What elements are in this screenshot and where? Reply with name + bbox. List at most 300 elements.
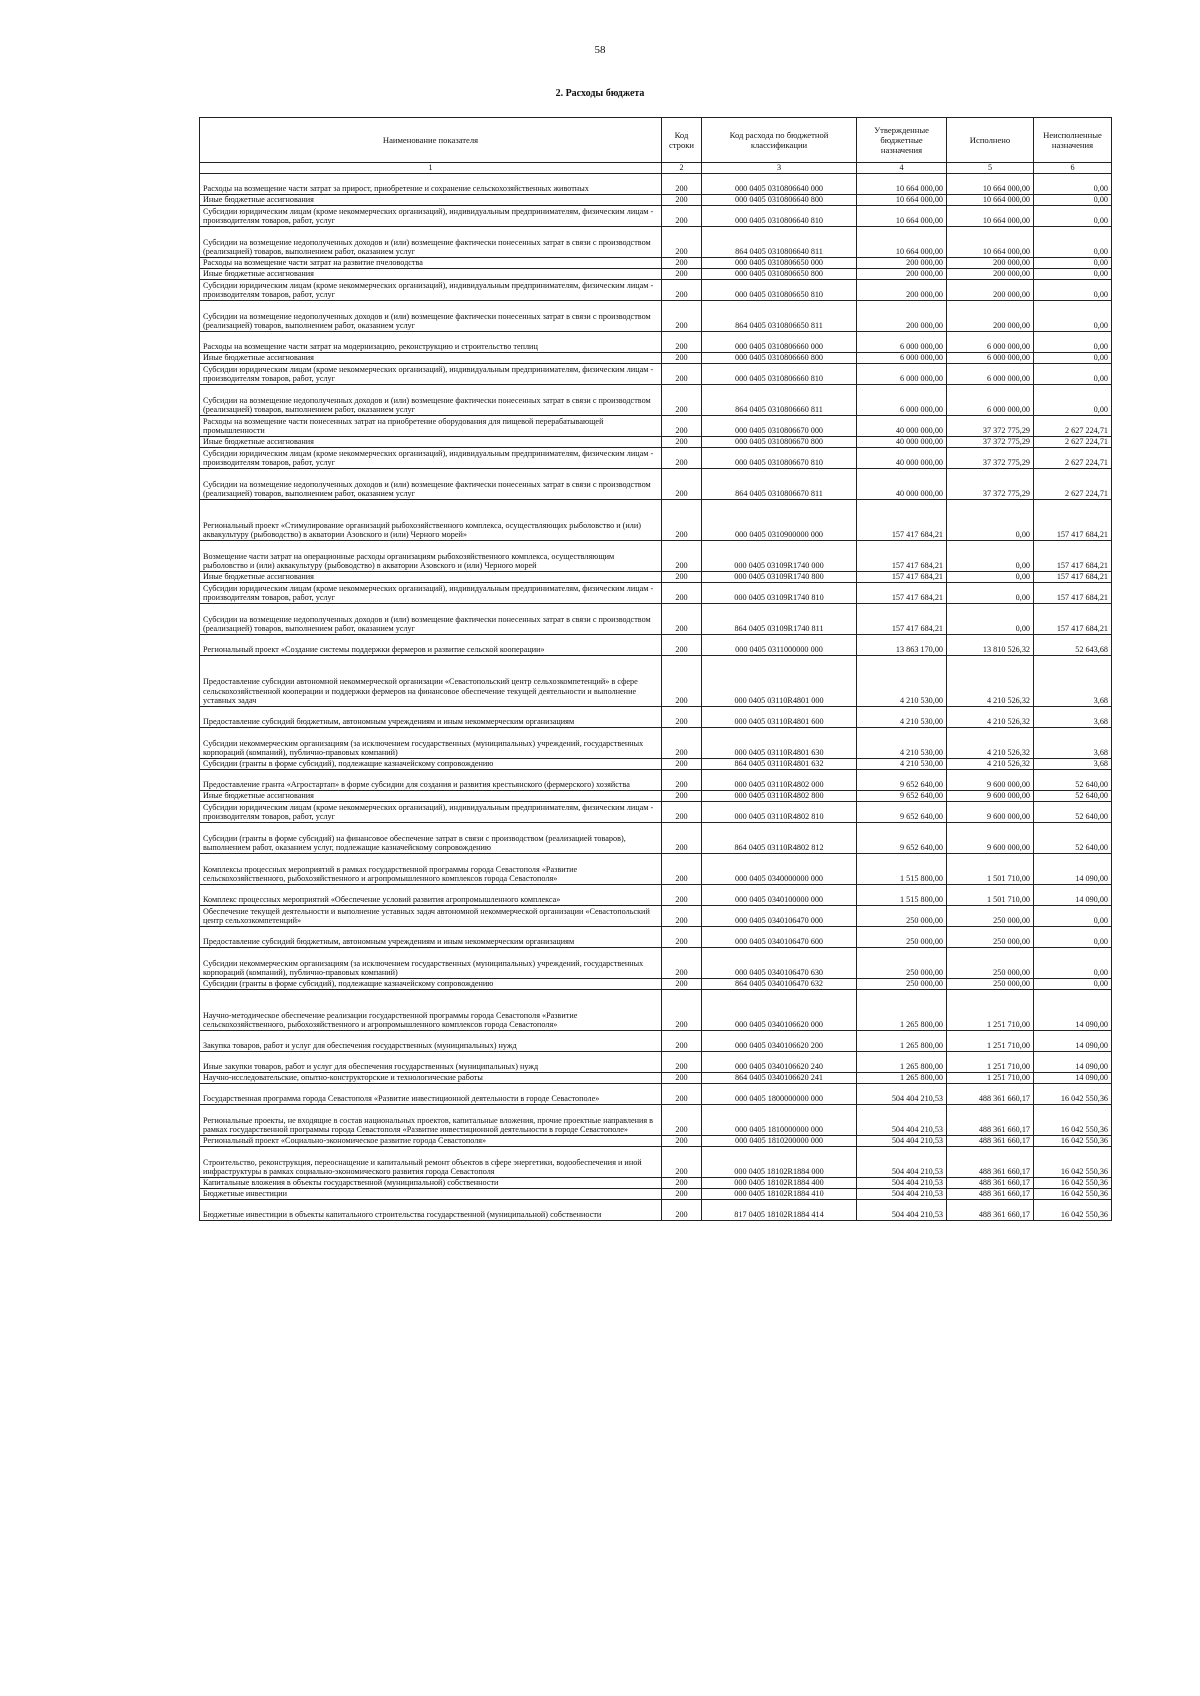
- row-expense-code: 000 0405 0310806660 810: [702, 364, 857, 385]
- row-approved: 1 515 800,00: [857, 854, 947, 885]
- row-name: Субсидии на возмещение недополученных доходов и (или) возмещение фактически понесенных затрат в связи с производством (реализацией) товаров, выполнением работ, оказанием услуг: [200, 385, 662, 416]
- table-row: [200, 791, 1112, 802]
- table-row: [200, 1147, 1112, 1178]
- row-name: Субсидии юридическим лицам (кроме некоммерческих организаций), индивидуальным предпринимателям, физическим лицам - производителям товаров, работ, услуг: [200, 280, 662, 301]
- row-unexecuted: 2 627 224,71: [1034, 416, 1112, 437]
- row-unexecuted: 16 042 550,36: [1034, 1200, 1112, 1221]
- row-line-code: 200: [662, 1031, 702, 1052]
- row-line-code: 200: [662, 583, 702, 604]
- column-number: 4: [857, 163, 947, 174]
- row-name: Расходы на возмещение части затрат на модернизацию, реконструкцию и строительство теплиц: [200, 332, 662, 353]
- row-unexecuted: 2 627 224,71: [1034, 437, 1112, 448]
- row-unexecuted: 0,00: [1034, 906, 1112, 927]
- table-row: [200, 1136, 1112, 1147]
- row-expense-code: 000 0405 18102R1884 410: [702, 1189, 857, 1200]
- row-unexecuted: 3,68: [1034, 707, 1112, 728]
- row-approved: 4 210 530,00: [857, 728, 947, 759]
- row-name: Бюджетные инвестиции: [200, 1189, 662, 1200]
- row-executed: 1 251 710,00: [947, 1052, 1034, 1073]
- row-executed: 6 000 000,00: [947, 364, 1034, 385]
- table-row: [200, 448, 1112, 469]
- row-name: Субсидии на возмещение недополученных доходов и (или) возмещение фактически понесенных затрат в связи с производством (реализацией) товаров, выполнением работ, оказанием услуг: [200, 469, 662, 500]
- row-executed: 488 361 660,17: [947, 1189, 1034, 1200]
- row-executed: 6 000 000,00: [947, 332, 1034, 353]
- row-line-code: 200: [662, 948, 702, 979]
- section-title: 2. Расходы бюджета: [555, 88, 645, 99]
- row-executed: 1 501 710,00: [947, 885, 1034, 906]
- row-line-code: 200: [662, 885, 702, 906]
- row-expense-code: 000 0405 1800000000 000: [702, 1084, 857, 1105]
- row-unexecuted: 16 042 550,36: [1034, 1147, 1112, 1178]
- table-row: [200, 364, 1112, 385]
- row-executed: 250 000,00: [947, 906, 1034, 927]
- row-expense-code: 000 0405 18102R1884 000: [702, 1147, 857, 1178]
- row-executed: 0,00: [947, 583, 1034, 604]
- row-name: Субсидии некоммерческим организациям (за исключением государственных (муниципальных) учреждений, государственных корпораций (компаний), публично-правовых компаний): [200, 948, 662, 979]
- row-name: Субсидии на возмещение недополученных доходов и (или) возмещение фактически понесенных затрат в связи с производством (реализацией) товаров, выполнением работ, оказанием услуг: [200, 301, 662, 332]
- row-line-code: 200: [662, 500, 702, 541]
- row-unexecuted: 52 640,00: [1034, 823, 1112, 854]
- column-number: 6: [1034, 163, 1112, 174]
- header-line-code: Код строки: [662, 118, 702, 163]
- row-unexecuted: 3,68: [1034, 759, 1112, 770]
- row-unexecuted: 0,00: [1034, 174, 1112, 195]
- row-line-code: 200: [662, 1178, 702, 1189]
- row-executed: 4 210 526,32: [947, 707, 1034, 728]
- row-unexecuted: 0,00: [1034, 280, 1112, 301]
- row-unexecuted: 16 042 550,36: [1034, 1084, 1112, 1105]
- table-row: [200, 728, 1112, 759]
- row-unexecuted: 0,00: [1034, 269, 1112, 280]
- header-unexecuted: Неисполненные назначения: [1034, 118, 1112, 163]
- row-executed: 200 000,00: [947, 280, 1034, 301]
- row-line-code: 200: [662, 1200, 702, 1221]
- row-unexecuted: 14 090,00: [1034, 990, 1112, 1031]
- row-name: Региональный проект «Стимулирование организаций рыбохозяйственного комплекса, осуществляющих рыболовство и (или) аквакультуру (рыбоводство) в акватории Азовского и (или) Черного морей»: [200, 500, 662, 541]
- row-unexecuted: 14 090,00: [1034, 854, 1112, 885]
- row-approved: 157 417 684,21: [857, 604, 947, 635]
- row-name: Расходы на возмещение части затрат за прирост, приобретение и сохранение сельскохозяйственных животных: [200, 174, 662, 195]
- table-row: [200, 854, 1112, 885]
- column-number: 1: [200, 163, 662, 174]
- row-executed: 0,00: [947, 604, 1034, 635]
- row-approved: 9 652 640,00: [857, 802, 947, 823]
- row-approved: 250 000,00: [857, 927, 947, 948]
- row-approved: 40 000 000,00: [857, 437, 947, 448]
- row-line-code: 200: [662, 280, 702, 301]
- row-executed: 4 210 526,32: [947, 728, 1034, 759]
- row-line-code: 200: [662, 802, 702, 823]
- row-expense-code: 000 0405 0310806640 810: [702, 206, 857, 227]
- row-unexecuted: 157 417 684,21: [1034, 604, 1112, 635]
- row-approved: 6 000 000,00: [857, 353, 947, 364]
- row-executed: 200 000,00: [947, 269, 1034, 280]
- row-name: Субсидии некоммерческим организациям (за исключением государственных (муниципальных) учреждений, государственных корпораций (компаний), публично-правовых компаний): [200, 728, 662, 759]
- row-unexecuted: 16 042 550,36: [1034, 1105, 1112, 1136]
- row-expense-code: 000 0405 03110R4802 800: [702, 791, 857, 802]
- row-expense-code: 864 0405 0340106470 632: [702, 979, 857, 990]
- table-row: [200, 437, 1112, 448]
- table-row: [200, 1031, 1112, 1052]
- table-row: [200, 1200, 1112, 1221]
- row-executed: 9 600 000,00: [947, 802, 1034, 823]
- table-row: [200, 948, 1112, 979]
- row-expense-code: 864 0405 0310806650 811: [702, 301, 857, 332]
- row-line-code: 200: [662, 823, 702, 854]
- row-executed: 488 361 660,17: [947, 1084, 1034, 1105]
- table-row: [200, 269, 1112, 280]
- row-line-code: 200: [662, 927, 702, 948]
- table-row: [200, 385, 1112, 416]
- row-executed: 9 600 000,00: [947, 823, 1034, 854]
- row-line-code: 200: [662, 258, 702, 269]
- row-executed: 488 361 660,17: [947, 1200, 1034, 1221]
- table-row: [200, 541, 1112, 572]
- row-executed: 9 600 000,00: [947, 770, 1034, 791]
- column-number: 3: [702, 163, 857, 174]
- row-unexecuted: 14 090,00: [1034, 1031, 1112, 1052]
- table-row: [200, 802, 1112, 823]
- row-expense-code: 000 0405 0340106620 240: [702, 1052, 857, 1073]
- row-approved: 200 000,00: [857, 269, 947, 280]
- row-name: Государственная программа города Севастополя «Развитие инвестиционной деятельности в городе Севастополе»: [200, 1084, 662, 1105]
- row-executed: 4 210 526,32: [947, 759, 1034, 770]
- row-expense-code: 000 0405 03110R4802 810: [702, 802, 857, 823]
- page-number: 58: [594, 44, 606, 56]
- row-name: Субсидии юридическим лицам (кроме некоммерческих организаций), индивидуальным предпринимателям, физическим лицам - производителям товаров, работ, услуг: [200, 802, 662, 823]
- row-unexecuted: 14 090,00: [1034, 885, 1112, 906]
- row-executed: 250 000,00: [947, 927, 1034, 948]
- row-unexecuted: 0,00: [1034, 385, 1112, 416]
- table-row: [200, 416, 1112, 437]
- row-name: Региональные проекты, не входящие в состав национальных проектов, капитальные вложения, прочие проектные направления в рамках государственной программы города Севастополя «Развитие инвестиционной деятельности в городе Севастополе»: [200, 1105, 662, 1136]
- row-expense-code: 864 0405 0310806660 811: [702, 385, 857, 416]
- table-body: [200, 174, 1112, 1221]
- table-row: [200, 206, 1112, 227]
- row-expense-code: 000 0405 0340106470 600: [702, 927, 857, 948]
- row-line-code: 200: [662, 353, 702, 364]
- row-line-code: 200: [662, 364, 702, 385]
- table-row: [200, 301, 1112, 332]
- row-name: Обеспечение текущей деятельности и выполнение уставных задач автономной некоммерческой организации «Севастопольский центр сельхозкомпетенций»: [200, 906, 662, 927]
- row-executed: 37 372 775,29: [947, 469, 1034, 500]
- row-executed: 37 372 775,29: [947, 416, 1034, 437]
- row-line-code: 200: [662, 416, 702, 437]
- row-expense-code: 000 0405 0310806670 810: [702, 448, 857, 469]
- table-row: [200, 979, 1112, 990]
- row-approved: 10 664 000,00: [857, 206, 947, 227]
- row-expense-code: 000 0405 0310806650 810: [702, 280, 857, 301]
- row-executed: 1 501 710,00: [947, 854, 1034, 885]
- row-executed: 13 810 526,32: [947, 635, 1034, 656]
- row-line-code: 200: [662, 269, 702, 280]
- row-name: Региональный проект «Создание системы поддержки фермеров и развитие сельской кооперации»: [200, 635, 662, 656]
- row-expense-code: 000 0405 0310806640 800: [702, 195, 857, 206]
- table-row: [200, 227, 1112, 258]
- row-line-code: 200: [662, 759, 702, 770]
- row-unexecuted: 3,68: [1034, 656, 1112, 707]
- table-row: [200, 174, 1112, 195]
- row-unexecuted: 0,00: [1034, 258, 1112, 269]
- row-approved: 157 417 684,21: [857, 500, 947, 541]
- row-executed: 1 251 710,00: [947, 990, 1034, 1031]
- table-row: [200, 1178, 1112, 1189]
- header-row: [200, 118, 1112, 163]
- row-expense-code: 000 0405 0310806660 000: [702, 332, 857, 353]
- row-name: Научно-методическое обеспечение реализации государственной программы города Севастополя «Развитие сельскохозяйственного, рыбохозяйственного и агропромышленного комплексов города Севастополя»: [200, 990, 662, 1031]
- row-unexecuted: 52 640,00: [1034, 770, 1112, 791]
- header-expense-code: Код расхода по бюджетной классификации: [702, 118, 857, 163]
- row-approved: 250 000,00: [857, 979, 947, 990]
- row-unexecuted: 0,00: [1034, 353, 1112, 364]
- row-line-code: 200: [662, 541, 702, 572]
- row-approved: 504 404 210,53: [857, 1147, 947, 1178]
- row-unexecuted: 2 627 224,71: [1034, 448, 1112, 469]
- row-name: Комплекс процессных мероприятий «Обеспечение условий развития агропромышленного комплекса»: [200, 885, 662, 906]
- table-row: [200, 656, 1112, 707]
- row-line-code: 200: [662, 979, 702, 990]
- row-approved: 40 000 000,00: [857, 448, 947, 469]
- row-approved: 6 000 000,00: [857, 364, 947, 385]
- row-approved: 1 265 800,00: [857, 1073, 947, 1084]
- row-executed: 10 664 000,00: [947, 195, 1034, 206]
- row-unexecuted: 16 042 550,36: [1034, 1189, 1112, 1200]
- row-name: Бюджетные инвестиции в объекты капитального строительства государственной (муниципальной) собственности: [200, 1200, 662, 1221]
- row-approved: 504 404 210,53: [857, 1105, 947, 1136]
- table-row: [200, 707, 1112, 728]
- row-line-code: 200: [662, 1084, 702, 1105]
- row-unexecuted: 52 640,00: [1034, 791, 1112, 802]
- row-unexecuted: 0,00: [1034, 206, 1112, 227]
- row-executed: 9 600 000,00: [947, 791, 1034, 802]
- row-line-code: 200: [662, 385, 702, 416]
- table-row: [200, 258, 1112, 269]
- row-expense-code: 000 0405 1810200000 000: [702, 1136, 857, 1147]
- row-expense-code: 000 0405 0340000000 000: [702, 854, 857, 885]
- row-expense-code: 000 0405 03110R4801 000: [702, 656, 857, 707]
- row-unexecuted: 157 417 684,21: [1034, 583, 1112, 604]
- row-executed: 10 664 000,00: [947, 174, 1034, 195]
- row-name: Предоставление субсидии автономной некоммерческой организации «Севастопольский центр сельхозкомпетенций» в сфере сельскохозяйственной кооперации и поддержки фермеров на финансовое обеспечение текущей деятельности и выполнение уставных задач: [200, 656, 662, 707]
- row-approved: 6 000 000,00: [857, 332, 947, 353]
- row-approved: 200 000,00: [857, 280, 947, 301]
- row-expense-code: 000 0405 0310806650 800: [702, 269, 857, 280]
- table-row: [200, 1084, 1112, 1105]
- row-name: Предоставление гранта «Агростартап» в форме субсидии для создания и развития крестьянского (фермерского) хозяйства: [200, 770, 662, 791]
- row-executed: 0,00: [947, 541, 1034, 572]
- row-name: Субсидии (гранты в форме субсидий) на финансовое обеспечение затрат в связи с производством (реализацией товаров), выполнением работ, оказанием услуг, подлежащие казначейскому сопровождению: [200, 823, 662, 854]
- row-approved: 504 404 210,53: [857, 1189, 947, 1200]
- row-expense-code: 000 0405 0340106470 000: [702, 906, 857, 927]
- row-line-code: 200: [662, 174, 702, 195]
- table-row: [200, 906, 1112, 927]
- row-approved: 9 652 640,00: [857, 770, 947, 791]
- row-name: Иные бюджетные ассигнования: [200, 269, 662, 280]
- row-line-code: 200: [662, 791, 702, 802]
- table-row: [200, 604, 1112, 635]
- row-name: Иные закупки товаров, работ и услуг для обеспечения государственных (муниципальных) нужд: [200, 1052, 662, 1073]
- row-name: Закупка товаров, работ и услуг для обеспечения государственных (муниципальных) нужд: [200, 1031, 662, 1052]
- row-expense-code: 000 0405 0310900000 000: [702, 500, 857, 541]
- row-name: Предоставление субсидий бюджетным, автономным учреждениям и иным некоммерческим организациям: [200, 927, 662, 948]
- row-line-code: 200: [662, 1136, 702, 1147]
- row-approved: 504 404 210,53: [857, 1200, 947, 1221]
- table-row: [200, 332, 1112, 353]
- row-expense-code: 817 0405 18102R1884 414: [702, 1200, 857, 1221]
- row-approved: 200 000,00: [857, 301, 947, 332]
- row-unexecuted: 0,00: [1034, 332, 1112, 353]
- row-name: Иные бюджетные ассигнования: [200, 791, 662, 802]
- row-approved: 10 664 000,00: [857, 227, 947, 258]
- row-expense-code: 000 0405 0310806670 800: [702, 437, 857, 448]
- row-approved: 4 210 530,00: [857, 656, 947, 707]
- row-approved: 4 210 530,00: [857, 707, 947, 728]
- row-expense-code: 000 0405 03110R4801 630: [702, 728, 857, 759]
- row-expense-code: 864 0405 0310806640 811: [702, 227, 857, 258]
- row-name: Расходы на возмещение части понесенных затрат на приобретение оборудования для пищевой перерабатывающей промышленности: [200, 416, 662, 437]
- row-executed: 1 251 710,00: [947, 1031, 1034, 1052]
- row-unexecuted: 2 627 224,71: [1034, 469, 1112, 500]
- row-expense-code: 000 0405 18102R1884 400: [702, 1178, 857, 1189]
- row-approved: 1 515 800,00: [857, 885, 947, 906]
- row-executed: 4 210 526,32: [947, 656, 1034, 707]
- row-approved: 10 664 000,00: [857, 195, 947, 206]
- row-expense-code: 000 0405 0340106620 000: [702, 990, 857, 1031]
- row-approved: 157 417 684,21: [857, 572, 947, 583]
- row-unexecuted: 0,00: [1034, 227, 1112, 258]
- row-line-code: 200: [662, 1147, 702, 1178]
- row-unexecuted: 0,00: [1034, 195, 1112, 206]
- row-line-code: 200: [662, 195, 702, 206]
- row-line-code: 200: [662, 332, 702, 353]
- row-line-code: 200: [662, 448, 702, 469]
- table-row: [200, 823, 1112, 854]
- row-approved: 157 417 684,21: [857, 541, 947, 572]
- row-line-code: 200: [662, 854, 702, 885]
- row-line-code: 200: [662, 990, 702, 1031]
- row-name: Субсидии юридическим лицам (кроме некоммерческих организаций), индивидуальным предпринимателям, физическим лицам - производителям товаров, работ, услуг: [200, 448, 662, 469]
- row-executed: 488 361 660,17: [947, 1147, 1034, 1178]
- table-row: [200, 990, 1112, 1031]
- table-row: [200, 353, 1112, 364]
- row-executed: 488 361 660,17: [947, 1178, 1034, 1189]
- row-expense-code: 000 0405 0310806660 800: [702, 353, 857, 364]
- column-number: 5: [947, 163, 1034, 174]
- row-name: Иные бюджетные ассигнования: [200, 437, 662, 448]
- row-unexecuted: 157 417 684,21: [1034, 572, 1112, 583]
- row-line-code: 200: [662, 728, 702, 759]
- row-name: Строительство, реконструкция, переоснащение и капитальный ремонт объектов в сфере энергетики, водообеспечения и иной инфраструктуры в рамках социально-экономического развития города Севастополя: [200, 1147, 662, 1178]
- row-unexecuted: 0,00: [1034, 979, 1112, 990]
- row-name: Субсидии юридическим лицам (кроме некоммерческих организаций), индивидуальным предпринимателям, физическим лицам - производителям товаров, работ, услуг: [200, 364, 662, 385]
- row-unexecuted: 16 042 550,36: [1034, 1136, 1112, 1147]
- table-row: [200, 759, 1112, 770]
- row-executed: 10 664 000,00: [947, 227, 1034, 258]
- row-approved: 10 664 000,00: [857, 174, 947, 195]
- row-name: Субсидии на возмещение недополученных доходов и (или) возмещение фактически понесенных затрат в связи с производством (реализацией) товаров, выполнением работ, оказанием услуг: [200, 227, 662, 258]
- row-expense-code: 000 0405 03110R4802 000: [702, 770, 857, 791]
- row-approved: 157 417 684,21: [857, 583, 947, 604]
- table-row: [200, 1052, 1112, 1073]
- table-row: [200, 885, 1112, 906]
- row-unexecuted: 52 640,00: [1034, 802, 1112, 823]
- row-approved: 9 652 640,00: [857, 791, 947, 802]
- row-approved: 1 265 800,00: [857, 1031, 947, 1052]
- row-expense-code: 000 0405 0340100000 000: [702, 885, 857, 906]
- row-expense-code: 000 0405 03110R4801 600: [702, 707, 857, 728]
- row-expense-code: 000 0405 0310806640 000: [702, 174, 857, 195]
- row-unexecuted: 0,00: [1034, 927, 1112, 948]
- row-approved: 40 000 000,00: [857, 416, 947, 437]
- row-approved: 504 404 210,53: [857, 1178, 947, 1189]
- row-name: Расходы на возмещение части затрат на развитие пчеловодства: [200, 258, 662, 269]
- table-row: [200, 195, 1112, 206]
- row-executed: 6 000 000,00: [947, 385, 1034, 416]
- row-line-code: 200: [662, 906, 702, 927]
- row-expense-code: 864 0405 0340106620 241: [702, 1073, 857, 1084]
- row-line-code: 200: [662, 604, 702, 635]
- row-approved: 200 000,00: [857, 258, 947, 269]
- row-name: Комплексы процессных мероприятий в рамках государственной программы города Севастополя «Развитие сельскохозяйственного, рыбохозяйственного и агропромышленного комплексов города Севастополя»: [200, 854, 662, 885]
- budget-expenditure-table: [199, 117, 1112, 1221]
- row-approved: 9 652 640,00: [857, 823, 947, 854]
- row-expense-code: 864 0405 03109R1740 811: [702, 604, 857, 635]
- row-line-code: 200: [662, 770, 702, 791]
- row-executed: 200 000,00: [947, 258, 1034, 269]
- row-name: Капитальные вложения в объекты государственной (муниципальной) собственности: [200, 1178, 662, 1189]
- column-number: 2: [662, 163, 702, 174]
- table-row: [200, 635, 1112, 656]
- header-approved: Утвержденные бюджетные назначения: [857, 118, 947, 163]
- table-row: [200, 280, 1112, 301]
- row-expense-code: 000 0405 0340106620 200: [702, 1031, 857, 1052]
- row-executed: 6 000 000,00: [947, 353, 1034, 364]
- row-unexecuted: 52 643,68: [1034, 635, 1112, 656]
- table-row: [200, 500, 1112, 541]
- row-unexecuted: 3,68: [1034, 728, 1112, 759]
- row-expense-code: 864 0405 0310806670 811: [702, 469, 857, 500]
- column-number-row: [200, 163, 1112, 174]
- row-approved: 13 863 170,00: [857, 635, 947, 656]
- row-line-code: 200: [662, 1189, 702, 1200]
- row-executed: 250 000,00: [947, 979, 1034, 990]
- row-line-code: 200: [662, 656, 702, 707]
- row-name: Субсидии юридическим лицам (кроме некоммерческих организаций), индивидуальным предпринимателям, физическим лицам - производителям товаров, работ, услуг: [200, 206, 662, 227]
- row-executed: 488 361 660,17: [947, 1136, 1034, 1147]
- row-name: Субсидии юридическим лицам (кроме некоммерческих организаций), индивидуальным предпринимателям, физическим лицам - производителям товаров, работ, услуг: [200, 583, 662, 604]
- row-expense-code: 000 0405 03109R1740 800: [702, 572, 857, 583]
- row-unexecuted: 0,00: [1034, 301, 1112, 332]
- row-approved: 504 404 210,53: [857, 1136, 947, 1147]
- row-executed: 37 372 775,29: [947, 437, 1034, 448]
- row-approved: 250 000,00: [857, 906, 947, 927]
- row-expense-code: 000 0405 0310806670 000: [702, 416, 857, 437]
- row-unexecuted: 16 042 550,36: [1034, 1178, 1112, 1189]
- row-expense-code: 000 0405 03109R1740 810: [702, 583, 857, 604]
- table-row: [200, 572, 1112, 583]
- header-executed: Исполнено: [947, 118, 1034, 163]
- row-approved: 6 000 000,00: [857, 385, 947, 416]
- row-executed: 200 000,00: [947, 301, 1034, 332]
- row-unexecuted: 0,00: [1034, 364, 1112, 385]
- row-unexecuted: 0,00: [1034, 948, 1112, 979]
- row-line-code: 200: [662, 635, 702, 656]
- row-unexecuted: 14 090,00: [1034, 1052, 1112, 1073]
- row-name: Предоставление субсидий бюджетным, автономным учреждениям и иным некоммерческим организациям: [200, 707, 662, 728]
- table-row: [200, 1073, 1112, 1084]
- row-name: Научно-исследовательские, опытно-конструкторские и технологические работы: [200, 1073, 662, 1084]
- row-expense-code: 000 0405 1810000000 000: [702, 1105, 857, 1136]
